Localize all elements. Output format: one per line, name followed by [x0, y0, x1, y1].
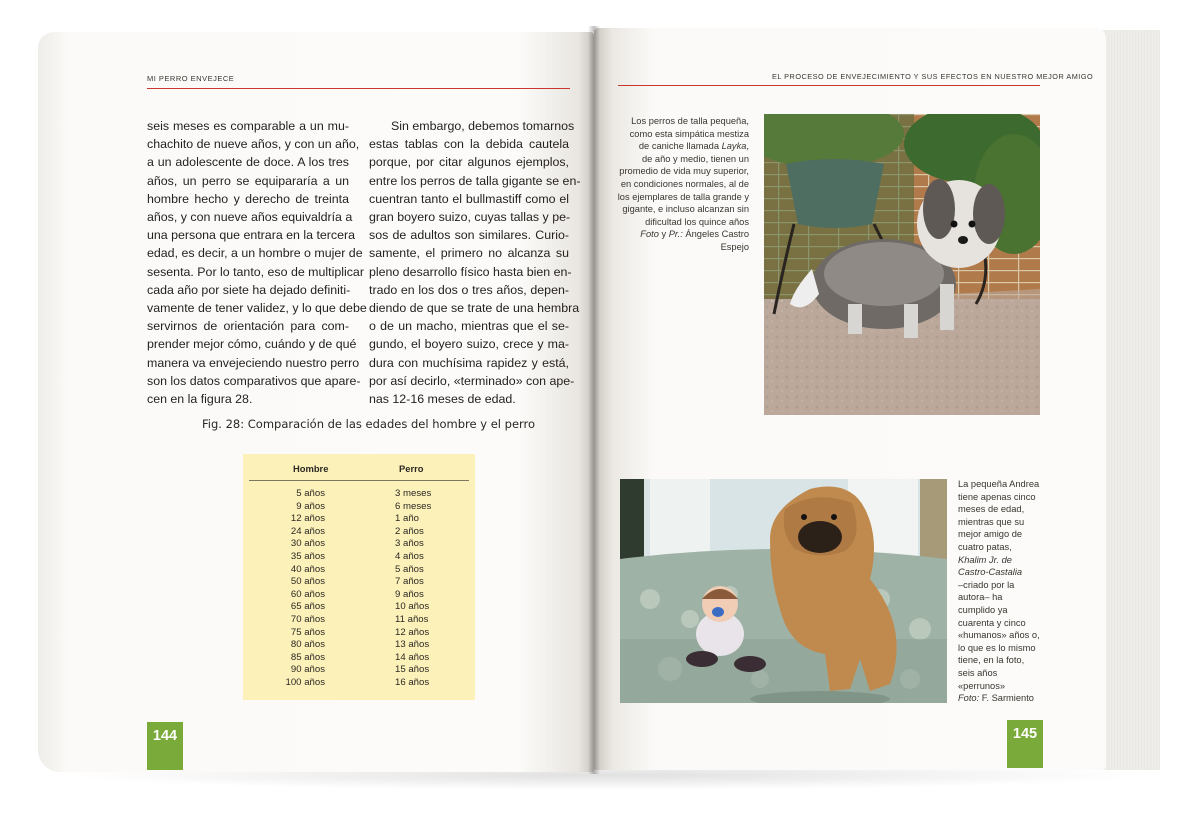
caption-line: Espejo	[720, 241, 749, 252]
caption-line: lo que es lo mismo	[958, 642, 1036, 653]
page-number-left: 144	[147, 722, 183, 770]
text-line: una persona que entrara en la tercera	[147, 228, 356, 243]
table-column-perro	[395, 488, 455, 690]
right-header-rule	[618, 85, 1040, 86]
caption-line: «perrunos»	[958, 680, 1006, 691]
left-header-rule	[147, 88, 570, 89]
table-cell: 75 años	[290, 626, 325, 638]
text-column-1	[147, 117, 367, 408]
table-cell: 1 año	[395, 513, 420, 525]
text-line: manera va envejeciendo nuestro perro	[147, 355, 360, 370]
text-line: servirnos de orientación para com-	[147, 319, 349, 334]
khalim-photo-image	[620, 479, 947, 703]
photo-khalim-and-andrea	[620, 479, 947, 703]
table-cell: 65 años	[290, 601, 325, 613]
caption-line: los ejemplares de talla grande y	[617, 191, 749, 202]
caption-line: cuarenta y cinco	[958, 617, 1026, 628]
photo-layka-dog	[764, 114, 1040, 415]
table-cell: 7 años	[395, 576, 424, 588]
text-line: estas tablas con la debida cautela	[369, 137, 569, 152]
text-line: cuentran tanto el bullmastiff como el	[369, 191, 569, 206]
text-line: años, y con nueve años equivaldría a	[147, 210, 353, 225]
table-cell: 5 años	[296, 488, 325, 499]
table-cell: 9 años	[395, 588, 424, 600]
table-header-rule	[249, 480, 469, 481]
table-cell: 12 años	[290, 513, 325, 525]
text-line: nas 12-16 meses de edad.	[369, 392, 516, 407]
text-line: Sin embargo, debemos tomarnos	[391, 119, 575, 133]
text-line: a un adolescente de doce. A los tres	[147, 155, 349, 170]
text-line: son los datos comparativos que apare-	[147, 373, 361, 388]
text-line: edad, es decir, a un hombre o mujer de	[147, 246, 363, 261]
table-cell: 70 años	[290, 613, 325, 625]
caption-line: Castro-Castalia	[958, 567, 1023, 578]
table-header-perro: Perro	[399, 463, 424, 474]
text-column-2	[369, 117, 581, 408]
text-line: sesenta. Por lo tanto, eso de multiplicar	[147, 264, 364, 279]
table-cell: 12 años	[395, 626, 430, 638]
text-line: diendo de que se trate de una hembra	[369, 301, 580, 316]
table-cell: 60 años	[290, 588, 325, 600]
caption-line: en condiciones normales, al de	[620, 178, 749, 189]
caption-line: seis años	[958, 667, 998, 678]
text-line: cen en la figura 28.	[147, 392, 253, 407]
caption-line: Los perros de talla pequeña,	[631, 116, 749, 126]
page-edges	[1100, 30, 1160, 770]
photo-caption-khalim	[958, 478, 1040, 705]
text-line: prender mejor cómo, cuándo y de qué	[147, 337, 357, 352]
text-line: trado en los dos o tres años, depen-	[369, 282, 569, 297]
text-line: o de un macho, mientras que el se-	[369, 319, 569, 334]
caption-line: tiene, en la foto,	[958, 655, 1025, 666]
table-cell: 24 años	[290, 525, 325, 537]
text-line: hombre hecho y derecho de treinta	[147, 191, 349, 206]
caption-line: mejor amigo de	[958, 529, 1023, 540]
table-cell: 4 años	[395, 550, 424, 562]
table-cell: 90 años	[290, 664, 325, 676]
caption-line: cuatro patas,	[958, 541, 1012, 552]
caption-line: Khalim Jr. de	[958, 554, 1012, 565]
left-running-head: MI PERRO ENVEJECE	[147, 74, 235, 83]
text-line: gran boyero suizo, cuyas tallas y pe-	[369, 210, 571, 225]
caption-line: promedio de vida muy superior,	[619, 166, 749, 177]
table-cell: 14 años	[395, 651, 430, 663]
caption-line: como esta simpática mestiza	[629, 128, 749, 139]
book-spine-shadow	[588, 26, 600, 774]
photo-caption-layka	[612, 115, 749, 254]
right-running-head: EL PROCESO DE ENVEJECIMIENTO Y SUS EFECTOS EN NUESTRO MEJOR AMIGO	[772, 72, 1094, 81]
table-cell: 2 años	[395, 525, 424, 537]
caption-line: de año y medio, tienen un	[642, 153, 749, 164]
table-cell: 85 años	[290, 651, 325, 663]
text-line: años, un perro se equipararía a un	[147, 173, 349, 188]
caption-line: «humanos» años o,	[958, 630, 1040, 641]
caption-line: mientras que su	[958, 516, 1025, 527]
table-cell: 11 años	[395, 613, 429, 625]
table-column-hombre	[283, 488, 325, 690]
table-cell: 80 años	[290, 639, 325, 651]
caption-line: de caniche llamada Layka,	[638, 141, 749, 152]
table-cell: 5 años	[395, 563, 424, 575]
caption-line: –criado por la	[958, 579, 1015, 590]
table-cell: 13 años	[395, 639, 430, 651]
text-line: cada año por siete ha dejado definiti-	[147, 282, 351, 297]
table-cell: 30 años	[290, 538, 325, 550]
table-cell: 50 años	[290, 576, 325, 588]
caption-line: Foto y Pr.: Ángeles Castro	[640, 229, 749, 240]
table-cell: 35 años	[290, 550, 325, 562]
text-line: por así decirlo, «terminado» con ape-	[369, 373, 575, 388]
table-cell: 16 años	[395, 676, 430, 688]
caption-line: cumplido ya	[958, 604, 1008, 615]
caption-line: Foto: F. Sarmiento	[958, 693, 1034, 704]
table-cell: 3 años	[395, 538, 424, 550]
table-cell: 40 años	[290, 563, 325, 575]
table-cell: 3 meses	[395, 488, 432, 499]
table-header-hombre: Hombre	[293, 463, 329, 474]
text-line: seis meses es comparable a un mu-	[147, 119, 349, 133]
page-number-right: 145	[1007, 720, 1043, 768]
text-line: pleno desarrollo físico hasta bien en-	[369, 264, 572, 279]
caption-line: gigante, e incluso alcanzan sin	[622, 204, 749, 215]
caption-line: La pequeña Andrea	[958, 479, 1040, 489]
caption-line: meses de edad,	[958, 504, 1025, 515]
table-cell: 100 años	[285, 676, 325, 688]
age-comparison-table	[243, 454, 475, 700]
text-line: samente, el primero no alcanza su	[369, 246, 569, 261]
caption-line: dificultad los quince años	[645, 216, 749, 227]
text-line: dura con muchísima rapidez y está,	[369, 355, 569, 370]
caption-line: tiene apenas cinco	[958, 491, 1036, 502]
text-line: gundo, el boyero suizo, crece y ma-	[369, 337, 569, 352]
caption-line: autora– ha	[958, 592, 1003, 603]
text-line: vamente de tener validez, y lo que debe	[147, 301, 367, 316]
table-cell: 6 meses	[395, 500, 432, 512]
figure-caption: Fig. 28: Comparación de las edades del hombre y el perro	[202, 417, 536, 431]
table-cell: 9 años	[296, 500, 325, 512]
table-cell: 10 años	[395, 601, 430, 613]
text-line: sos de adultos son similares. Curio-	[369, 228, 569, 243]
table-cell: 15 años	[395, 664, 430, 676]
text-line: chachito de nueve años, y con un año,	[147, 137, 360, 152]
layka-photo-image	[764, 114, 1040, 415]
text-line: porque, por citar algunos ejemplos,	[369, 155, 569, 170]
text-line: entre los perros de talla gigante se en-	[369, 173, 581, 188]
